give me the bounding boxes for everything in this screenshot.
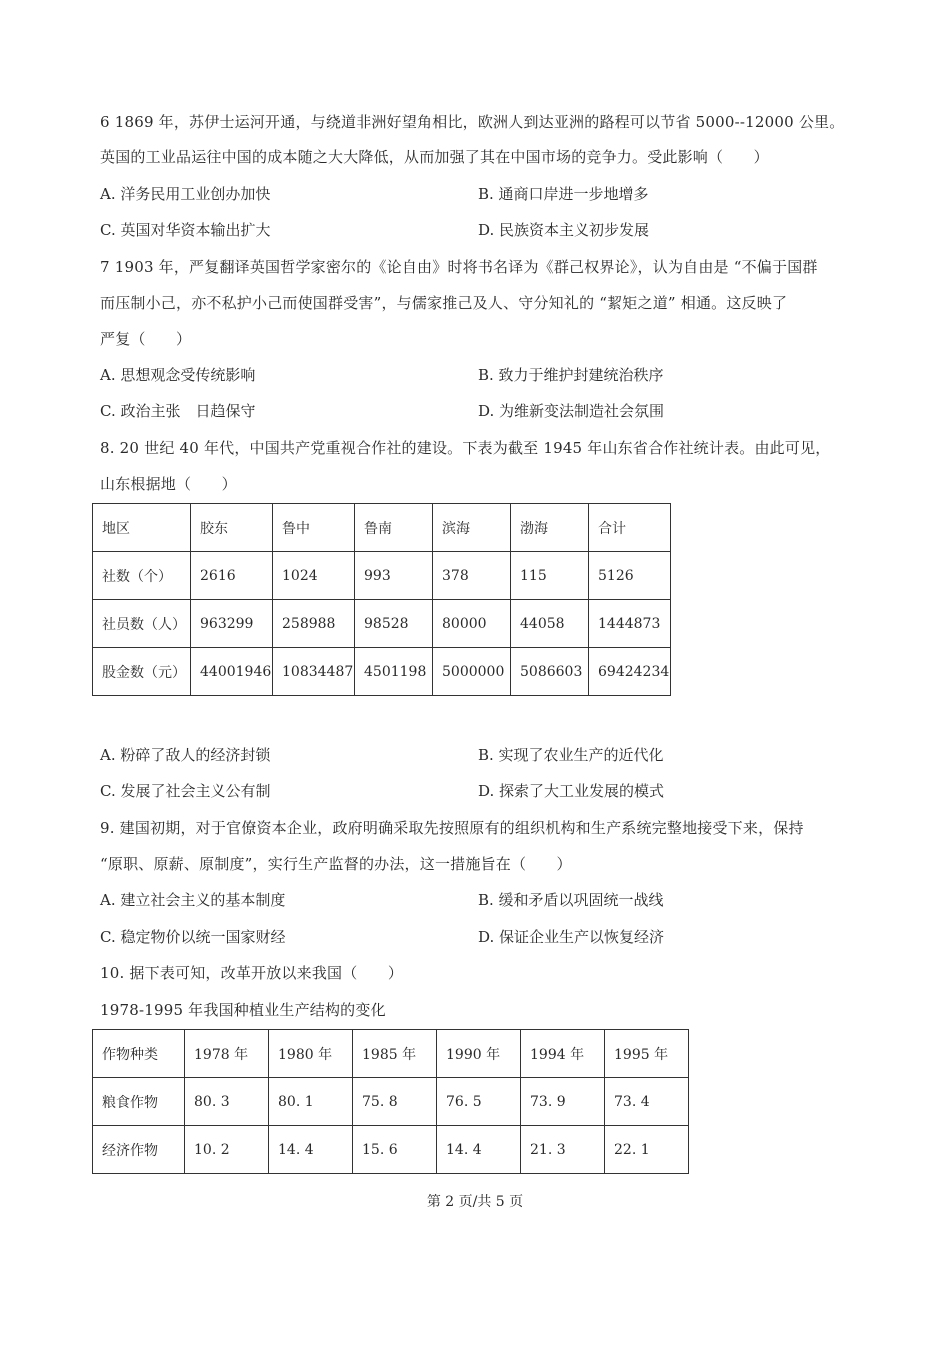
table-row	[93, 600, 671, 648]
table-cell: 滨海	[433, 504, 511, 552]
q10-stem: 10. 据下表可知，改革开放以来我国（ ）	[100, 964, 404, 982]
table-cell: 渤海	[511, 504, 589, 552]
q6-stem-line1: 6 1869 年，苏伊士运河开通，与绕道非洲好望角相比，欧洲人到达亚洲的路程可以节省 5000--12000 公里。	[100, 113, 845, 131]
table-cell: 经济作物	[93, 1126, 185, 1174]
table-cell: 股金数（元）	[93, 648, 191, 696]
table-cell: 44001946	[191, 648, 273, 696]
q6-option-b[interactable]: B. 通商口岸进一步地增多	[478, 185, 649, 203]
table-cell: 73. 9	[521, 1078, 605, 1126]
table-cell: 75. 8	[353, 1078, 437, 1126]
q6-stem-line2: 英国的工业品运往中国的成本随之大大降低，从而加强了其在中国市场的竞争力。受此影响（ ）	[100, 148, 769, 166]
q7-stem-line2: 而压制小己，亦不私护小己而使国群受害”，与儒家推己及人、守分知礼的 “絜矩之道” 相通。这反映了	[100, 294, 788, 312]
table-header-row	[93, 504, 671, 552]
table-cell: 378	[433, 552, 511, 600]
table-cell: 80. 1	[269, 1078, 353, 1126]
table-cell: 1444873	[589, 600, 671, 648]
table-cell: 69424234	[589, 648, 671, 696]
table-cell: 76. 5	[437, 1078, 521, 1126]
table-cell: 粮食作物	[93, 1078, 185, 1126]
table-cell: 1995 年	[605, 1030, 689, 1078]
page-number: 第 2 页/共 5 页	[426, 1194, 524, 1210]
q9-option-a[interactable]: A. 建立社会主义的基本制度	[100, 891, 286, 909]
table-row	[93, 648, 671, 696]
table-cell: 73. 4	[605, 1078, 689, 1126]
q7-stem-line3: 严复（ ）	[100, 330, 192, 348]
q7-option-a[interactable]: A. 思想观念受传统影响	[100, 366, 256, 384]
q6-option-a[interactable]: A. 洋务民用工业创办加快	[100, 185, 271, 203]
q8-option-c[interactable]: C. 发展了社会主义公有制	[100, 782, 271, 800]
q8-stem-line2: 山东根据地（ ）	[100, 475, 237, 493]
table-cell: 22. 1	[605, 1126, 689, 1174]
table-cell: 5086603	[511, 648, 589, 696]
table-cell: 4501198	[355, 648, 433, 696]
q9-stem-line1: 9. 建国初期，对于官僚资本企业，政府明确采取先按照原有的组织机构和生产系统完整地接受下来，保持	[100, 819, 804, 837]
table-cell: 258988	[273, 600, 355, 648]
table-header-row	[93, 1030, 689, 1078]
q7-option-d[interactable]: D. 为维新变法制造社会氛围	[478, 402, 665, 420]
table-cell: 地区	[93, 504, 191, 552]
q7-option-b[interactable]: B. 致力于维护封建统治秩序	[478, 366, 664, 384]
table-cell: 2616	[191, 552, 273, 600]
q8-option-b[interactable]: B. 实现了农业生产的近代化	[478, 746, 664, 764]
table-cell: 44058	[511, 600, 589, 648]
table-cell: 社员数（人）	[93, 600, 191, 648]
table-cell: 1985 年	[353, 1030, 437, 1078]
q9-option-c[interactable]: C. 稳定物价以统一国家财经	[100, 928, 286, 946]
table-cell: 5126	[589, 552, 671, 600]
table-cell: 80000	[433, 600, 511, 648]
table-cell: 鲁南	[355, 504, 433, 552]
table-cell: 98528	[355, 600, 433, 648]
table-cell: 21. 3	[521, 1126, 605, 1174]
q10-table-caption: 1978-1995 年我国种植业生产结构的变化	[100, 1001, 386, 1019]
q8-cooperative-table	[92, 503, 671, 696]
table-cell: 115	[511, 552, 589, 600]
q9-option-d[interactable]: D. 保证企业生产以恢复经济	[478, 928, 665, 946]
table-cell: 社数（个）	[93, 552, 191, 600]
table-cell: 作物种类	[93, 1030, 185, 1078]
q6-option-c[interactable]: C. 英国对华资本输出扩大	[100, 221, 271, 239]
table-cell: 10834487	[273, 648, 355, 696]
table-cell: 1978 年	[185, 1030, 269, 1078]
table-row	[93, 552, 671, 600]
table-cell: 合计	[589, 504, 671, 552]
q8-option-d[interactable]: D. 探索了大工业发展的模式	[478, 782, 665, 800]
q7-option-c[interactable]: C. 政治主张 日趋保守	[100, 402, 256, 420]
table-cell: 963299	[191, 600, 273, 648]
table-cell: 15. 6	[353, 1126, 437, 1174]
table-cell: 14. 4	[437, 1126, 521, 1174]
q7-stem-line1: 7 1903 年，严复翻译英国哲学家密尔的《论自由》时将书名译为《群己权界论》，认为自由是 “不偏于国群	[100, 258, 818, 276]
q10-crop-table	[92, 1029, 689, 1174]
q6-option-d[interactable]: D. 民族资本主义初步发展	[478, 221, 650, 239]
table-cell: 14. 4	[269, 1126, 353, 1174]
q9-stem-line2: “原职、原薪、原制度”，实行生产监督的办法，这一措施旨在（ ）	[100, 855, 572, 873]
table-cell: 胶东	[191, 504, 273, 552]
table-cell: 鲁中	[273, 504, 355, 552]
q9-option-b[interactable]: B. 缓和矛盾以巩固统一战线	[478, 891, 664, 909]
table-cell: 80. 3	[185, 1078, 269, 1126]
table-cell: 993	[355, 552, 433, 600]
table-row	[93, 1126, 689, 1174]
table-cell: 1990 年	[437, 1030, 521, 1078]
q8-stem-line1: 8. 20 世纪 40 年代，中国共产党重视合作社的建设。下表为截至 1945 年山东省合作社统计表。由此可见，	[100, 439, 831, 457]
table-cell: 1024	[273, 552, 355, 600]
table-cell: 10. 2	[185, 1126, 269, 1174]
table-row	[93, 1078, 689, 1126]
table-cell: 1994 年	[521, 1030, 605, 1078]
table-cell: 1980 年	[269, 1030, 353, 1078]
table-cell: 5000000	[433, 648, 511, 696]
q8-option-a[interactable]: A. 粉碎了敌人的经济封锁	[100, 746, 271, 764]
